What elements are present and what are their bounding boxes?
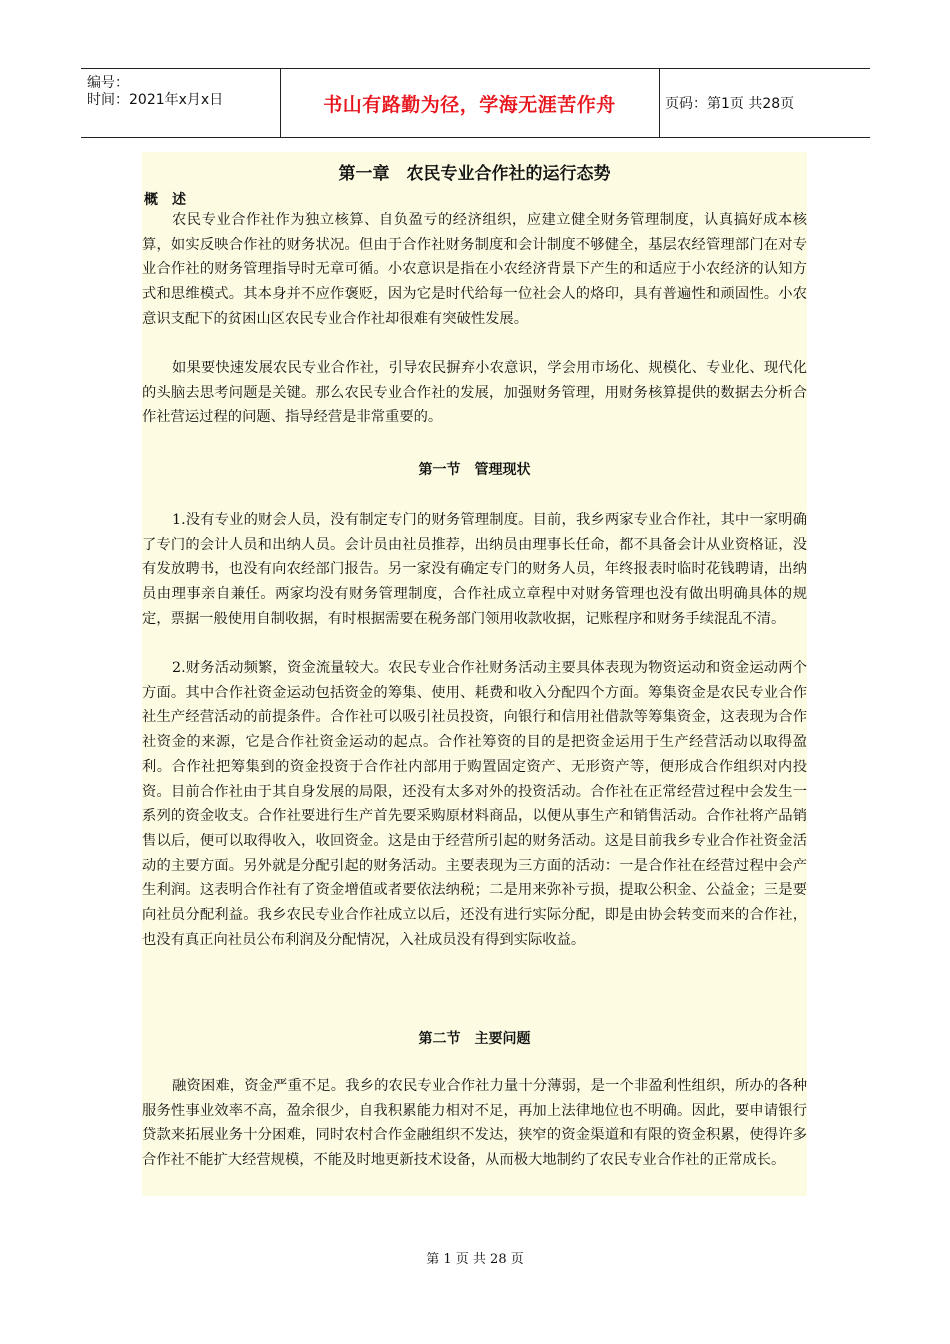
paragraph: 2.财务活动频繁，资金流量较大。农民专业合作社财务活动主要具体表现为物资运动和资金运动两个方面。其中合作社资金运动包括资金的筹集、使用、耗费和收入分配四个方面。筹集资金是农民专业合作社生产经营活动的前提条件。合作社可以吸引社员投资，向银行和信用社借款等筹集资金，这表现为合作社资金的来源，它是合作社资金运动的起点。合作社筹资的目的是把资金运用于生产经营活动以取得盈利。合作社把筹集到的资金投资于合作社内部用于购置固定资产、无形资产等，便形成合作组织对内投资。目前合作社由于其自身发展的局限，还没有太多对外的投资活动。合作社在正常经营过程中会发生一系列的资金收支。合作社要进行生产首先要采购原材料商品，以便从事生产和销售活动。合作社将产品销售以后，便可以取得收入，收回资金。这是由于经营所引起的财务活动。这是目前我乡专业合作社资金活动的主要方面。另外就是分配引起的财务活动。主要表现为三方面的活动：一是合作社在经营过程中会产生利润。这表明合作社有了资金增值或者要依法纳税；二是用来弥补亏损，提取公积金、公益金；三是要向社员分配利益。我乡农民专业合作社成立以后，还没有进行实际分配，即是由协会转变而来的合作社，也没有真正向社员公布利润及分配情况，入社成员没有得到实际收益。 bbox=[142, 660, 807, 948]
header-page-info: 页码：第1页 共28页 bbox=[665, 96, 795, 112]
header-motto: 书山有路勤为径，学海无涯苦作舟 bbox=[323, 93, 616, 116]
document-number-label: 编号： bbox=[87, 75, 129, 91]
header-meta-cell bbox=[81, 69, 281, 137]
paragraph: 融资困难，资金严重不足。我乡的农民专业合作社力量十分薄弱，是一个非盈利性组织，所办的各种服务性事业效率不高，盈余很少，自我积累能力相对不足，再加上法律地位也不明确。因此，要申请银行贷款来拓展业务十分困难，同时农村合作金融组织不发达，狭窄的资金渠道和有限的资金积累，使得许多合作社不能扩大经营规模，不能及时地更新技术设备，从而极大地制约了农民专业合作社的正常成长。 bbox=[142, 1078, 807, 1169]
overview-heading: 概 述 bbox=[144, 192, 186, 208]
paragraph: 1.没有专业的财会人员，没有制定专门的财务管理制度。目前，我乡两家专业合作社，其中一家明确了专门的会计人员和出纳人员。会计员由社员推荐，出纳员由理事长任命，都不具备会计从业资格证，没有发放聘书，也没有向农经部门报告。另一家没有确定专门的财务人员，年终报表时临时花钱聘请，出纳员由理事亲自兼任。两家均没有财务管理制度，合作社成立章程中对财务管理也没有做出明确具体的规定，票据一般使用自制收据，有时根据需要在税务部门领用收款收据，记账程序和财务手续混乱不清。 bbox=[142, 512, 807, 627]
chapter-title: 第一章 农民专业合作社的运行态势 bbox=[338, 164, 611, 184]
paragraph: 农民专业合作社作为独立核算、自负盈亏的经济组织，应建立健全财务管理制度，认真搞好成本核算，如实反映合作社的财务状况。但由于合作社财务制度和会计制度不够健全，基层农经管理部门在对专业合作社的财务管理指导时无章可循。小农意识是指在小农经济背景下产生的和适应于小农经济的认知方式和思维模式。其本身并不应作褒贬，因为它是时代给每一位社会人的烙印，具有普遍性和顽固性。小农意识支配下的贫困山区农民专业合作社却很难有突破性发展。 bbox=[142, 212, 807, 327]
page-footer: 第 1 页 共 28 页 bbox=[426, 1252, 524, 1267]
document-body bbox=[142, 152, 807, 1196]
section-title: 第一节 管理现状 bbox=[418, 462, 531, 478]
page-header-table bbox=[81, 68, 870, 138]
section-title: 第二节 主要问题 bbox=[418, 1031, 531, 1047]
header-motto-cell bbox=[280, 69, 660, 137]
paragraph: 如果要快速发展农民专业合作社，引导农民摒弃小农意识，学会用市场化、规模化、专业化、现代化的头脑去思考问题是关键。那么农民专业合作社的发展，加强财务管理，用财务核算提供的数据去分析合作社营运过程的问题、指导经营是非常重要的。 bbox=[142, 360, 807, 426]
document-date-label: 时间：2021年x月x日 bbox=[87, 92, 224, 108]
